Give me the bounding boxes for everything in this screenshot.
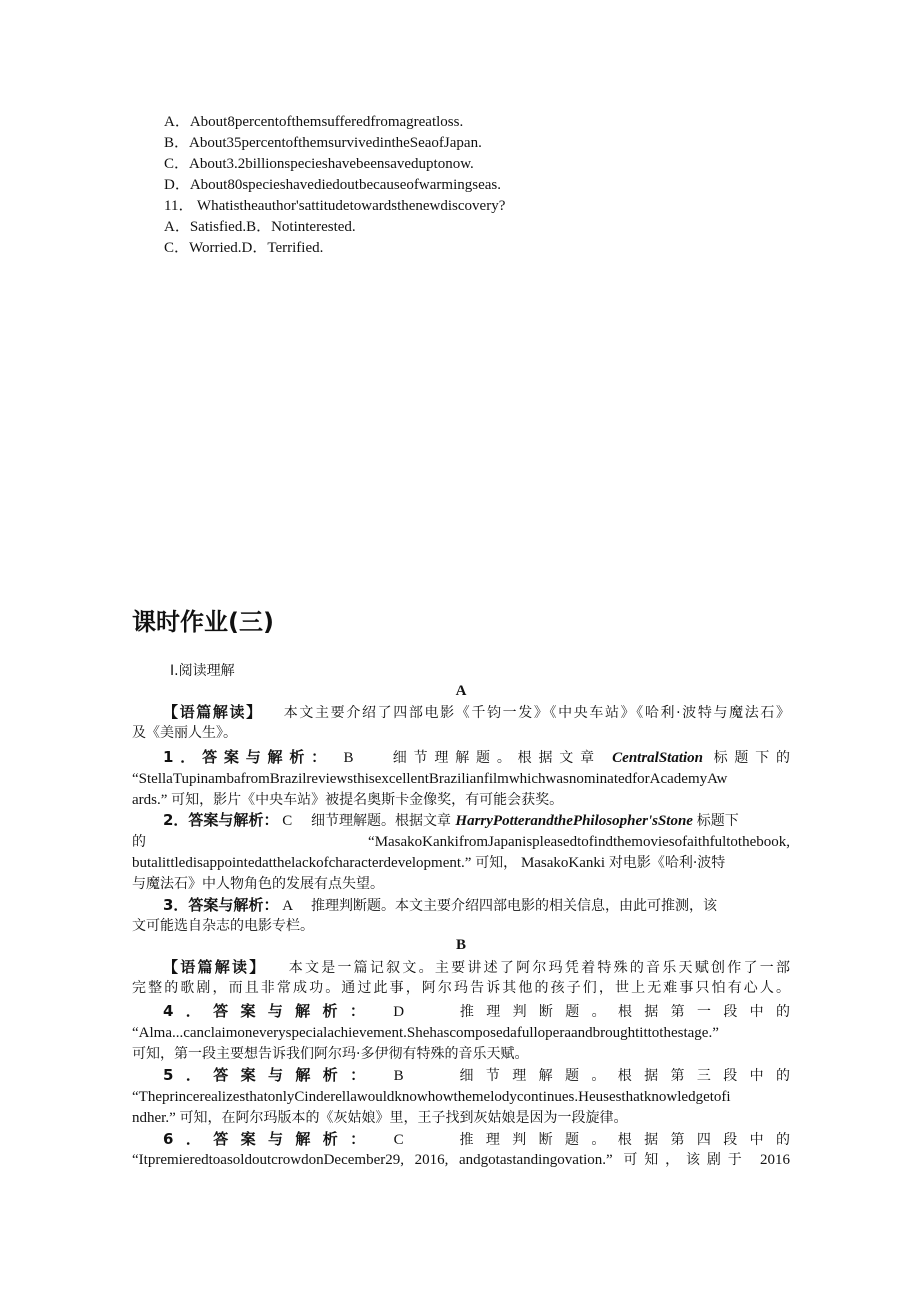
- option-a: A．About8percentofthemsufferedfromagreatloss.: [164, 114, 464, 130]
- text-segment: 细节理解题。根据文章: [310, 813, 456, 829]
- text-segment: 本文是一篇记叙文。主要讲述了阿尔玛凭着特殊的音乐天赋创作了一部: [272, 960, 791, 976]
- text-segment: B: [393, 1068, 444, 1084]
- text-segment: B: [343, 750, 383, 766]
- text-segment: 对电影《哈利·波特: [608, 855, 726, 871]
- text-segment: MasakoKanki: [520, 855, 606, 871]
- text-line: [132, 790, 790, 810]
- answer-label: 【语篇解读】: [163, 958, 267, 976]
- text-segment: 的: [132, 834, 256, 850]
- text-segment: 可知，: [475, 855, 518, 871]
- text-segment: 可知，影片《中央车站》被提名奥斯卡金像奖，有可能会获奖。: [171, 792, 564, 808]
- question-11: 11． Whatistheauthor'sattitudetowardsthenewdiscovery?: [164, 198, 506, 214]
- question-11-options-ab: A．Satisfied.B．Notinterested.: [164, 219, 356, 235]
- question-11-options-cd: C．Worried.D．Terrified.: [164, 240, 324, 256]
- answer-label: 2．答案与解析：: [163, 811, 279, 829]
- text-line: [132, 723, 790, 743]
- answer-label: 5．答案与解析：: [163, 1066, 378, 1084]
- text-line: [132, 769, 790, 789]
- text-line: [132, 832, 790, 852]
- text-line: [163, 810, 790, 831]
- text-line: [132, 1023, 790, 1043]
- answer-label: 6．答案与解析：: [163, 1130, 378, 1148]
- text-line: [132, 978, 790, 998]
- text-segment: 2016: [760, 1152, 790, 1168]
- text-segment: 及《美丽人生》。: [132, 725, 237, 741]
- text-line: [163, 702, 790, 723]
- text-segment: 推理判断题。根据第一段中的: [459, 1004, 791, 1020]
- text-segment: C: [282, 813, 308, 829]
- text-line: [132, 1150, 790, 1170]
- text-segment: “StellaTupinambafromBrazilreviewsthisexcellentBrazilianfilmwhichwasnominatedforAcademyAw: [132, 771, 728, 787]
- text-line: [163, 895, 790, 916]
- text-segment: butalittledisappointedatthelackofcharacterdevelopment.”: [132, 855, 472, 871]
- text-segment: ards.”: [132, 792, 168, 808]
- text-segment: 细节理解题。根据第三段中的: [459, 1068, 791, 1084]
- option-d: D．About80specieshavediedoutbecauseofwarmingseas.: [164, 177, 501, 193]
- text-segment: A: [282, 898, 308, 914]
- answer-label: 【语篇解读】: [163, 703, 263, 721]
- text-line: [132, 916, 790, 936]
- text-line: [163, 747, 790, 768]
- text-line: [132, 853, 790, 873]
- text-segment: 标题下的: [713, 750, 791, 766]
- text-segment: 推理判断题。本文主要介绍四部电影的相关信息，由此可推测，该: [310, 898, 717, 914]
- text-segment: B: [455, 937, 466, 953]
- text-segment: “Alma...canclaimoneveryspecialachievement.Shehascomposedafulloperaandbroughtittothestage.”: [132, 1025, 719, 1041]
- article-title: CentralStation: [612, 750, 704, 766]
- text-line: [132, 1044, 790, 1064]
- text-segment: 细节理解题。根据文章: [392, 750, 613, 766]
- text-segment: 可知，在阿尔玛版本的《灰姑娘》里，王子找到灰姑娘是因为一段旋律。: [179, 1110, 628, 1126]
- text-segment: 推理判断题。根据第四段中的: [459, 1132, 791, 1148]
- text-segment: 标题下: [696, 813, 739, 829]
- text-segment: 本文主要介绍了四部电影《千钧一发》《中央车站》《哈利·波特与魔法石》: [268, 705, 790, 721]
- text-line: [132, 874, 790, 894]
- text-segment: 完整的歌剧，而且非常成功。通过此事，阿尔玛告诉其他的孩子们，世上无难事只怕有心人。: [132, 980, 790, 996]
- text-line: [132, 1108, 790, 1128]
- option-c: C．About3.2billionspecieshavebeensaveduptonow.: [164, 156, 474, 172]
- text-line: [163, 1001, 790, 1022]
- answer-label: 4．答案与解析：: [163, 1002, 378, 1020]
- text-line: [163, 1065, 790, 1086]
- text-segment: “TheprincerealizesthatonlyCinderellawouldknowhowthemelodycontinues.Heusesthatknowledgetofi: [132, 1089, 731, 1105]
- text-segment: “ItpremieredtoasoldoutcrowdonDecember29, 2016, andgotastandingovation.”: [132, 1152, 613, 1168]
- text-segment: 可知，该剧于: [623, 1152, 760, 1168]
- text-segment: 可知，第一段主要想告诉我们阿尔玛·多伊彻有特殊的音乐天赋。: [132, 1046, 529, 1062]
- text-segment: ndher.”: [132, 1110, 176, 1126]
- part-heading: Ⅰ.阅读理解: [170, 663, 235, 679]
- text-segment: 文可能选自杂志的电影专栏。: [132, 918, 314, 934]
- text-segment: “MasakoKankifromJapanispleasedtofindthemoviesofaithfultothebook,: [368, 834, 791, 850]
- section-label: [132, 935, 790, 955]
- answer-label: 3．答案与解析：: [163, 896, 279, 914]
- article-title: HarryPotterandthePhilosopher'sStone: [455, 813, 693, 829]
- option-b: B．About35percentofthemsurvivedintheSeaofJapan.: [164, 135, 482, 151]
- section-label: [132, 681, 790, 701]
- text-segment: D: [393, 1004, 444, 1020]
- answer-label: 1．答案与解析：: [163, 748, 333, 766]
- text-line: [163, 1129, 790, 1150]
- text-line: [132, 1087, 790, 1107]
- section-title: 课时作业(三): [132, 608, 274, 636]
- text-segment: A: [455, 683, 467, 699]
- text-segment: 与魔法石》中人物角色的发展有点失望。: [132, 876, 384, 892]
- text-segment: C: [393, 1132, 444, 1148]
- text-line: [163, 957, 790, 978]
